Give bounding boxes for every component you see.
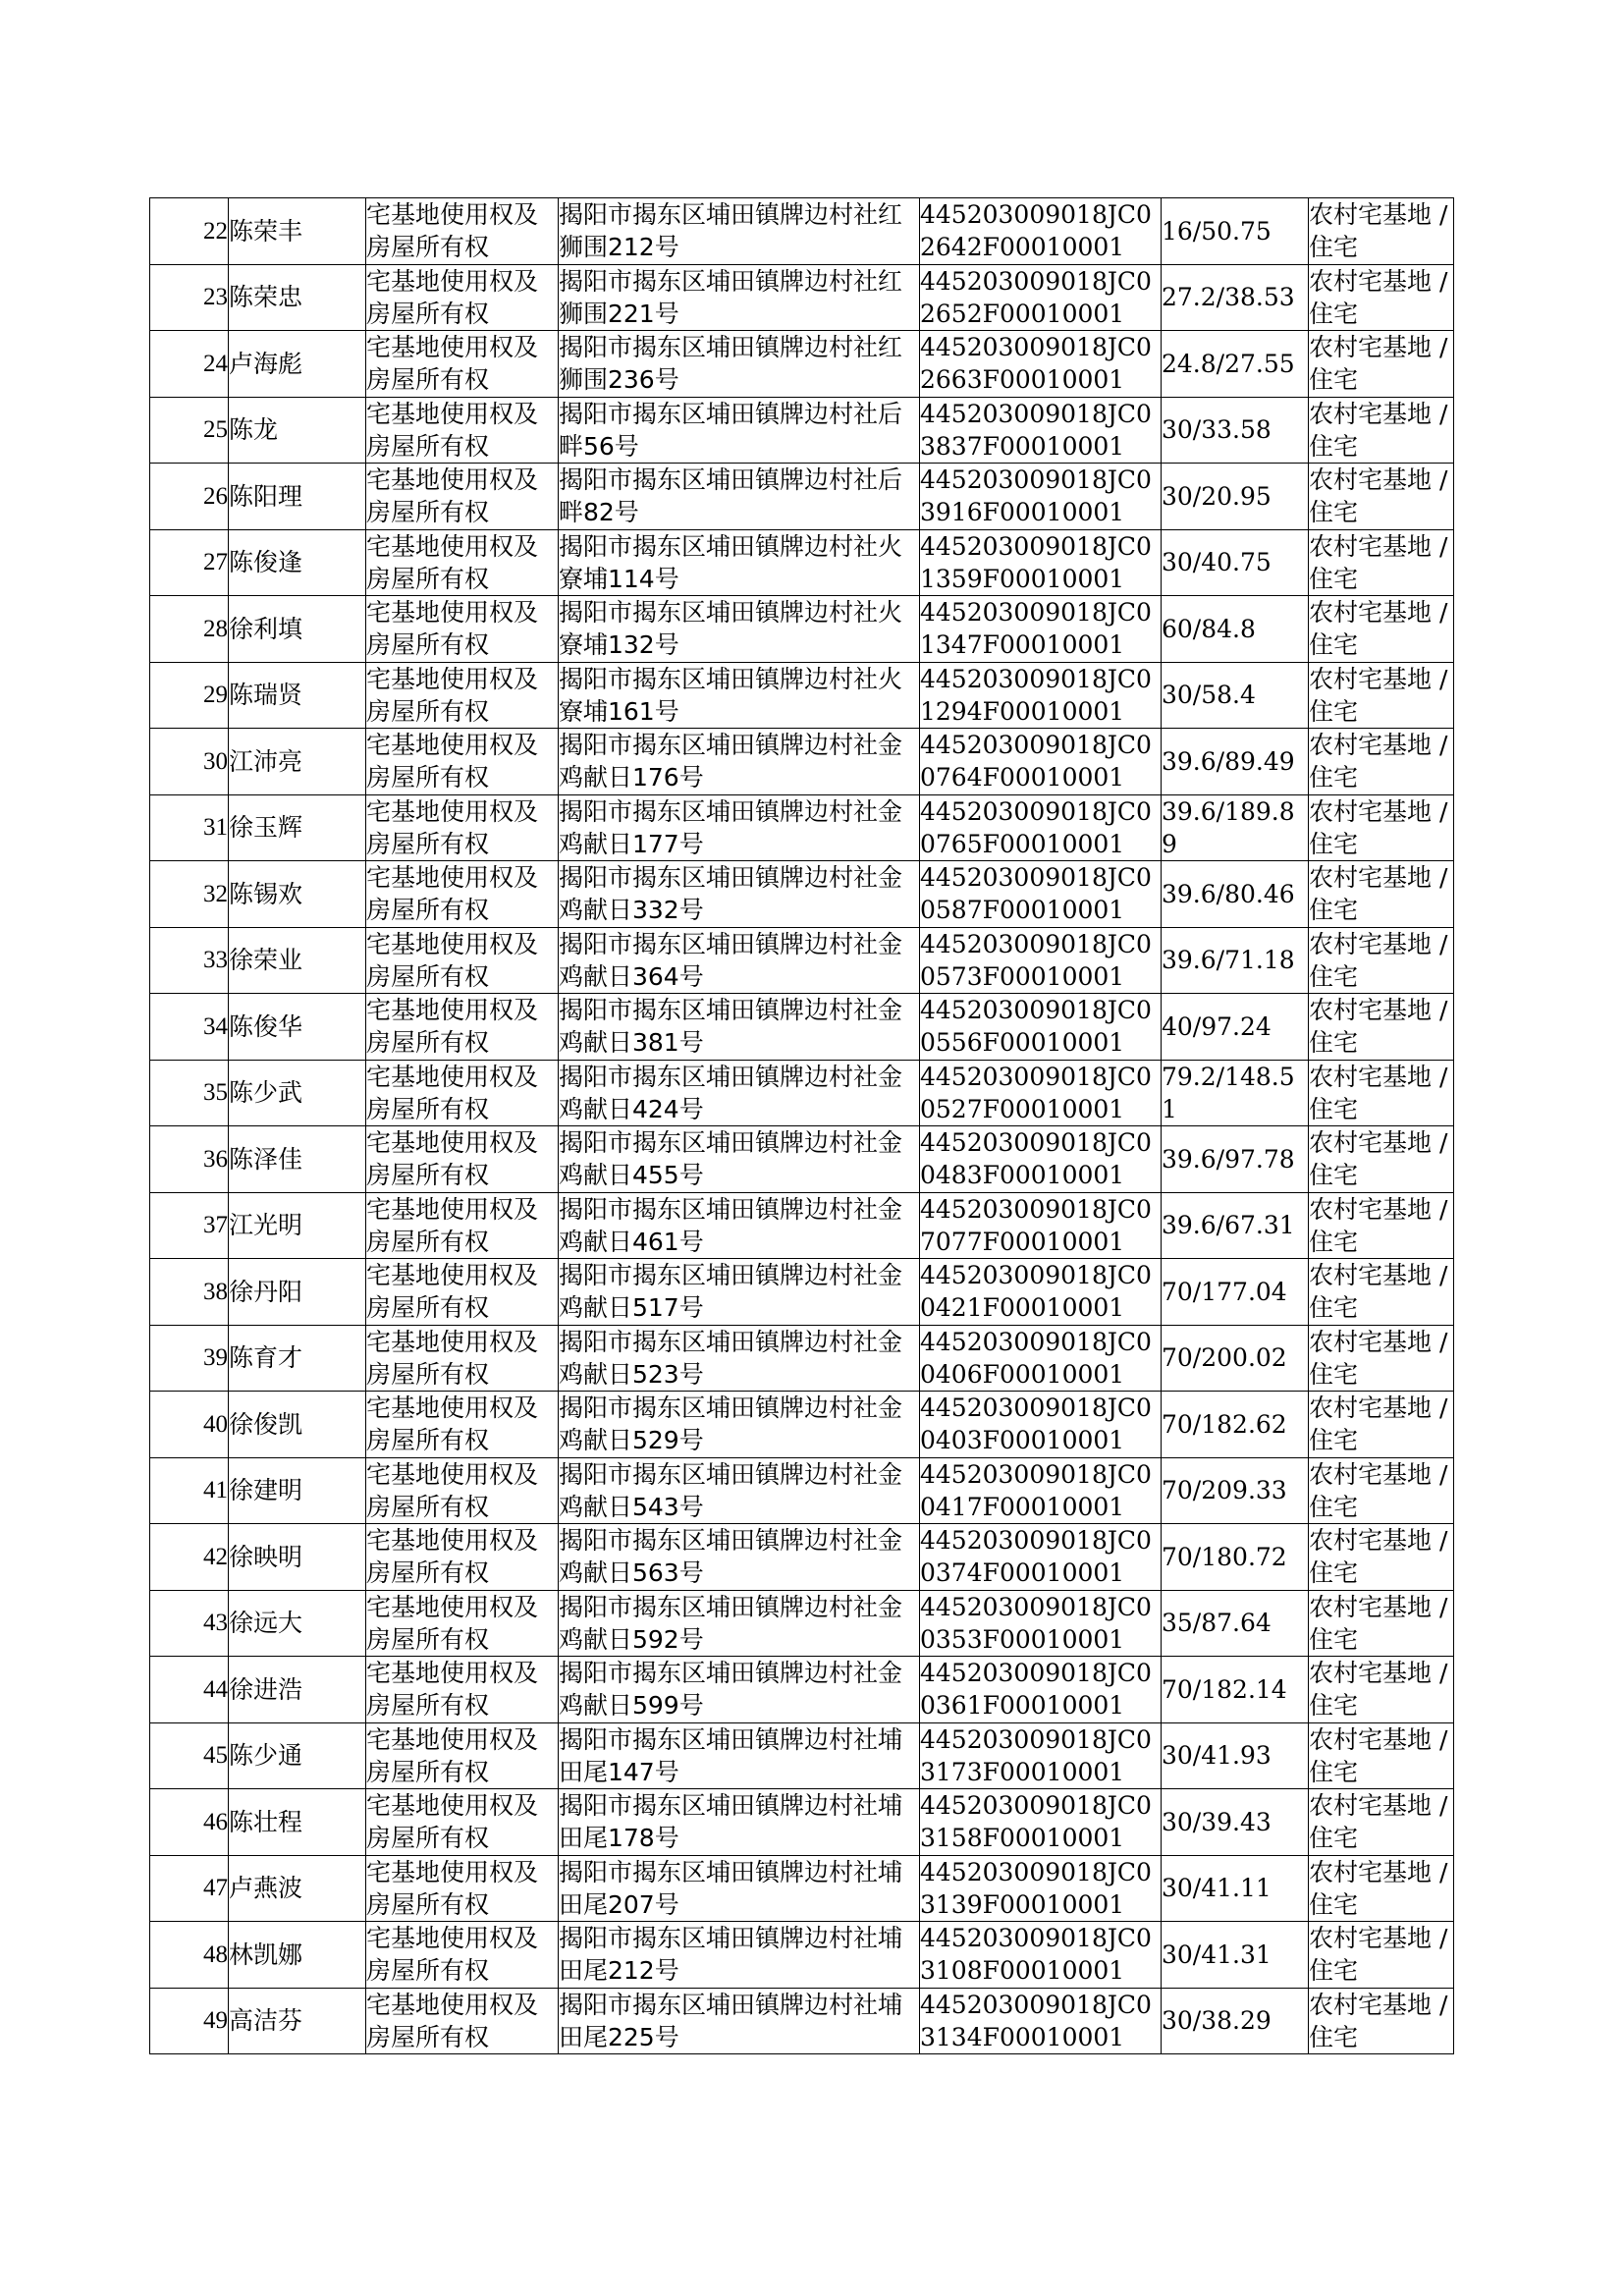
area-value: 24.8/27.55: [1162, 331, 1309, 398]
land-usage: 农村宅基地 / 住宅: [1309, 1590, 1454, 1657]
land-usage: 农村宅基地 / 住宅: [1309, 1259, 1454, 1326]
owner-name: 陈俊逢: [229, 529, 366, 596]
row-number: 27: [150, 529, 229, 596]
owner-name: 陈阳理: [229, 464, 366, 530]
area-value: 40/97.24: [1162, 994, 1309, 1061]
unit-code: 445203009018JC01294F00010001: [920, 662, 1162, 729]
area-value: 79.2/148.51: [1162, 1060, 1309, 1126]
property-address: 揭阳市揭东区埔田镇牌边村社金鸡献日523号: [559, 1325, 920, 1392]
table-row: [150, 596, 1454, 663]
area-value: 30/41.11: [1162, 1855, 1309, 1922]
unit-code: 445203009018JC00374F00010001: [920, 1524, 1162, 1591]
land-usage: 农村宅基地 / 住宅: [1309, 1524, 1454, 1591]
land-usage: 农村宅基地 / 住宅: [1309, 397, 1454, 464]
area-value: 30/41.31: [1162, 1922, 1309, 1989]
area-value: 39.6/67.31: [1162, 1192, 1309, 1259]
land-usage: 农村宅基地 / 住宅: [1309, 596, 1454, 663]
land-usage: 农村宅基地 / 住宅: [1309, 198, 1454, 265]
table-row: [150, 1524, 1454, 1591]
property-address: 揭阳市揭东区埔田镇牌边村社埔田尾212号: [559, 1922, 920, 1989]
property-address: 揭阳市揭东区埔田镇牌边村社金鸡献日517号: [559, 1259, 920, 1326]
property-address: 揭阳市揭东区埔田镇牌边村社红狮围236号: [559, 331, 920, 398]
table-row: [150, 464, 1454, 530]
table-row: [150, 1060, 1454, 1126]
owner-name: 陈荣丰: [229, 198, 366, 265]
area-value: 70/200.02: [1162, 1325, 1309, 1392]
row-number: 40: [150, 1392, 229, 1458]
unit-code: 445203009018JC00764F00010001: [920, 729, 1162, 795]
row-number: 41: [150, 1457, 229, 1524]
table-row: [150, 1259, 1454, 1326]
row-number: 33: [150, 927, 229, 994]
property-address: 揭阳市揭东区埔田镇牌边村社金鸡献日599号: [559, 1657, 920, 1723]
row-number: 31: [150, 794, 229, 861]
unit-code: 445203009018JC01359F00010001: [920, 529, 1162, 596]
area-value: 16/50.75: [1162, 198, 1309, 265]
table-body: [150, 198, 1454, 2054]
property-address: 揭阳市揭东区埔田镇牌边村社金鸡献日177号: [559, 794, 920, 861]
right-type: 宅基地使用权及房屋所有权: [366, 1192, 559, 1259]
unit-code: 445203009018JC02642F00010001: [920, 198, 1162, 265]
land-usage: 农村宅基地 / 住宅: [1309, 861, 1454, 928]
right-type: 宅基地使用权及房屋所有权: [366, 794, 559, 861]
row-number: 26: [150, 464, 229, 530]
property-address: 揭阳市揭东区埔田镇牌边村社后畔56号: [559, 397, 920, 464]
land-usage: 农村宅基地 / 住宅: [1309, 1855, 1454, 1922]
owner-name: 江光明: [229, 1192, 366, 1259]
unit-code: 445203009018JC00417F00010001: [920, 1457, 1162, 1524]
unit-code: 445203009018JC01347F00010001: [920, 596, 1162, 663]
table-row: [150, 1126, 1454, 1193]
area-value: 39.6/97.78: [1162, 1126, 1309, 1193]
right-type: 宅基地使用权及房屋所有权: [366, 529, 559, 596]
unit-code: 445203009018JC00353F00010001: [920, 1590, 1162, 1657]
table-row: [150, 794, 1454, 861]
unit-code: 445203009018JC03158F00010001: [920, 1789, 1162, 1856]
property-address: 揭阳市揭东区埔田镇牌边村社埔田尾178号: [559, 1789, 920, 1856]
right-type: 宅基地使用权及房屋所有权: [366, 1590, 559, 1657]
row-number: 49: [150, 1988, 229, 2054]
unit-code: 445203009018JC02663F00010001: [920, 331, 1162, 398]
right-type: 宅基地使用权及房屋所有权: [366, 331, 559, 398]
table-row: [150, 729, 1454, 795]
unit-code: 445203009018JC03134F00010001: [920, 1988, 1162, 2054]
unit-code: 445203009018JC02652F00010001: [920, 264, 1162, 331]
unit-code: 445203009018JC03139F00010001: [920, 1855, 1162, 1922]
owner-name: 徐玉辉: [229, 794, 366, 861]
right-type: 宅基地使用权及房屋所有权: [366, 994, 559, 1061]
owner-name: 徐映明: [229, 1524, 366, 1591]
area-value: 30/38.29: [1162, 1988, 1309, 2054]
owner-name: 高洁芬: [229, 1988, 366, 2054]
unit-code: 445203009018JC00587F00010001: [920, 861, 1162, 928]
right-type: 宅基地使用权及房屋所有权: [366, 198, 559, 265]
row-number: 34: [150, 994, 229, 1061]
unit-code: 445203009018JC00403F00010001: [920, 1392, 1162, 1458]
right-type: 宅基地使用权及房屋所有权: [366, 1325, 559, 1392]
property-address: 揭阳市揭东区埔田镇牌边村社火寮埔114号: [559, 529, 920, 596]
unit-code: 445203009018JC03108F00010001: [920, 1922, 1162, 1989]
land-usage: 农村宅基地 / 住宅: [1309, 1392, 1454, 1458]
table-row: [150, 1988, 1454, 2054]
land-usage: 农村宅基地 / 住宅: [1309, 1789, 1454, 1856]
area-value: 39.6/189.89: [1162, 794, 1309, 861]
table-row: [150, 1855, 1454, 1922]
row-number: 25: [150, 397, 229, 464]
right-type: 宅基地使用权及房屋所有权: [366, 596, 559, 663]
owner-name: 徐远大: [229, 1590, 366, 1657]
land-usage: 农村宅基地 / 住宅: [1309, 1060, 1454, 1126]
area-value: 30/20.95: [1162, 464, 1309, 530]
owner-name: 陈少武: [229, 1060, 366, 1126]
property-address: 揭阳市揭东区埔田镇牌边村社金鸡献日455号: [559, 1126, 920, 1193]
unit-code: 445203009018JC00421F00010001: [920, 1259, 1162, 1326]
unit-code: 445203009018JC00483F00010001: [920, 1126, 1162, 1193]
right-type: 宅基地使用权及房屋所有权: [366, 927, 559, 994]
right-type: 宅基地使用权及房屋所有权: [366, 1789, 559, 1856]
right-type: 宅基地使用权及房屋所有权: [366, 1060, 559, 1126]
land-usage: 农村宅基地 / 住宅: [1309, 994, 1454, 1061]
unit-code: 445203009018JC00573F00010001: [920, 927, 1162, 994]
row-number: 42: [150, 1524, 229, 1591]
table-row: [150, 1657, 1454, 1723]
table-row: [150, 861, 1454, 928]
property-address: 揭阳市揭东区埔田镇牌边村社埔田尾207号: [559, 1855, 920, 1922]
property-address: 揭阳市揭东区埔田镇牌边村社金鸡献日461号: [559, 1192, 920, 1259]
owner-name: 江沛亮: [229, 729, 366, 795]
unit-code: 445203009018JC00765F00010001: [920, 794, 1162, 861]
land-usage: 农村宅基地 / 住宅: [1309, 662, 1454, 729]
row-number: 30: [150, 729, 229, 795]
area-value: 30/58.4: [1162, 662, 1309, 729]
table-row: [150, 529, 1454, 596]
table-row: [150, 198, 1454, 265]
right-type: 宅基地使用权及房屋所有权: [366, 1722, 559, 1789]
owner-name: 陈瑞贤: [229, 662, 366, 729]
owner-name: 陈育才: [229, 1325, 366, 1392]
owner-name: 徐利填: [229, 596, 366, 663]
land-usage: 农村宅基地 / 住宅: [1309, 1657, 1454, 1723]
owner-name: 陈锡欢: [229, 861, 366, 928]
property-address: 揭阳市揭东区埔田镇牌边村社金鸡献日176号: [559, 729, 920, 795]
row-number: 38: [150, 1259, 229, 1326]
land-usage: 农村宅基地 / 住宅: [1309, 1922, 1454, 1989]
area-value: 39.6/71.18: [1162, 927, 1309, 994]
right-type: 宅基地使用权及房屋所有权: [366, 1922, 559, 1989]
table-row: [150, 264, 1454, 331]
property-address: 揭阳市揭东区埔田镇牌边村社后畔82号: [559, 464, 920, 530]
unit-code: 445203009018JC00361F00010001: [920, 1657, 1162, 1723]
table-row: [150, 994, 1454, 1061]
row-number: 48: [150, 1922, 229, 1989]
row-number: 37: [150, 1192, 229, 1259]
unit-code: 445203009018JC03916F00010001: [920, 464, 1162, 530]
area-value: 30/40.75: [1162, 529, 1309, 596]
row-number: 46: [150, 1789, 229, 1856]
property-address: 揭阳市揭东区埔田镇牌边村社金鸡献日332号: [559, 861, 920, 928]
unit-code: 445203009018JC07077F00010001: [920, 1192, 1162, 1259]
right-type: 宅基地使用权及房屋所有权: [366, 1457, 559, 1524]
property-address: 揭阳市揭东区埔田镇牌边村社火寮埔161号: [559, 662, 920, 729]
right-type: 宅基地使用权及房屋所有权: [366, 1126, 559, 1193]
land-usage: 农村宅基地 / 住宅: [1309, 1192, 1454, 1259]
right-type: 宅基地使用权及房屋所有权: [366, 464, 559, 530]
area-value: 60/84.8: [1162, 596, 1309, 663]
table-row: [150, 331, 1454, 398]
property-address: 揭阳市揭东区埔田镇牌边村社金鸡献日592号: [559, 1590, 920, 1657]
row-number: 44: [150, 1657, 229, 1723]
land-usage: 农村宅基地 / 住宅: [1309, 1722, 1454, 1789]
owner-name: 陈荣忠: [229, 264, 366, 331]
row-number: 39: [150, 1325, 229, 1392]
area-value: 30/41.93: [1162, 1722, 1309, 1789]
area-value: 30/33.58: [1162, 397, 1309, 464]
table-row: [150, 662, 1454, 729]
owner-name: 陈少通: [229, 1722, 366, 1789]
table-row: [150, 1590, 1454, 1657]
area-value: 35/87.64: [1162, 1590, 1309, 1657]
table-row: [150, 1392, 1454, 1458]
right-type: 宅基地使用权及房屋所有权: [366, 1855, 559, 1922]
table-row: [150, 397, 1454, 464]
owner-name: 徐进浩: [229, 1657, 366, 1723]
row-number: 35: [150, 1060, 229, 1126]
land-usage: 农村宅基地 / 住宅: [1309, 464, 1454, 530]
area-value: 70/177.04: [1162, 1259, 1309, 1326]
row-number: 22: [150, 198, 229, 265]
table-row: [150, 927, 1454, 994]
area-value: 30/39.43: [1162, 1789, 1309, 1856]
area-value: 39.6/89.49: [1162, 729, 1309, 795]
table-row: [150, 1789, 1454, 1856]
table-row: [150, 1192, 1454, 1259]
property-address: 揭阳市揭东区埔田镇牌边村社金鸡献日563号: [559, 1524, 920, 1591]
right-type: 宅基地使用权及房屋所有权: [366, 397, 559, 464]
land-usage: 农村宅基地 / 住宅: [1309, 1325, 1454, 1392]
row-number: 36: [150, 1126, 229, 1193]
table-row: [150, 1722, 1454, 1789]
right-type: 宅基地使用权及房屋所有权: [366, 1392, 559, 1458]
property-address: 揭阳市揭东区埔田镇牌边村社埔田尾147号: [559, 1722, 920, 1789]
unit-code: 445203009018JC03173F00010001: [920, 1722, 1162, 1789]
row-number: 29: [150, 662, 229, 729]
property-address: 揭阳市揭东区埔田镇牌边村社金鸡献日543号: [559, 1457, 920, 1524]
right-type: 宅基地使用权及房屋所有权: [366, 1524, 559, 1591]
area-value: 70/182.62: [1162, 1392, 1309, 1458]
property-address: 揭阳市揭东区埔田镇牌边村社金鸡献日381号: [559, 994, 920, 1061]
land-usage: 农村宅基地 / 住宅: [1309, 794, 1454, 861]
right-type: 宅基地使用权及房屋所有权: [366, 1259, 559, 1326]
owner-name: 卢海彪: [229, 331, 366, 398]
property-address: 揭阳市揭东区埔田镇牌边村社金鸡献日424号: [559, 1060, 920, 1126]
right-type: 宅基地使用权及房屋所有权: [366, 1988, 559, 2054]
land-usage: 农村宅基地 / 住宅: [1309, 927, 1454, 994]
owner-name: 陈壮程: [229, 1789, 366, 1856]
property-address: 揭阳市揭东区埔田镇牌边村社红狮围221号: [559, 264, 920, 331]
owner-name: 徐建明: [229, 1457, 366, 1524]
row-number: 24: [150, 331, 229, 398]
land-usage: 农村宅基地 / 住宅: [1309, 331, 1454, 398]
area-value: 70/209.33: [1162, 1457, 1309, 1524]
owner-name: 陈泽佳: [229, 1126, 366, 1193]
register-table: [149, 197, 1454, 2054]
right-type: 宅基地使用权及房屋所有权: [366, 1657, 559, 1723]
unit-code: 445203009018JC00556F00010001: [920, 994, 1162, 1061]
area-value: 70/182.14: [1162, 1657, 1309, 1723]
land-usage: 农村宅基地 / 住宅: [1309, 529, 1454, 596]
property-address: 揭阳市揭东区埔田镇牌边村社红狮围212号: [559, 198, 920, 265]
owner-name: 徐俊凯: [229, 1392, 366, 1458]
row-number: 47: [150, 1855, 229, 1922]
row-number: 45: [150, 1722, 229, 1789]
right-type: 宅基地使用权及房屋所有权: [366, 861, 559, 928]
owner-name: 徐丹阳: [229, 1259, 366, 1326]
area-value: 70/180.72: [1162, 1524, 1309, 1591]
property-address: 揭阳市揭东区埔田镇牌边村社金鸡献日529号: [559, 1392, 920, 1458]
owner-name: 卢燕波: [229, 1855, 366, 1922]
unit-code: 445203009018JC00406F00010001: [920, 1325, 1162, 1392]
land-usage: 农村宅基地 / 住宅: [1309, 1126, 1454, 1193]
row-number: 28: [150, 596, 229, 663]
area-value: 39.6/80.46: [1162, 861, 1309, 928]
land-usage: 农村宅基地 / 住宅: [1309, 1457, 1454, 1524]
property-address: 揭阳市揭东区埔田镇牌边村社火寮埔132号: [559, 596, 920, 663]
area-value: 27.2/38.53: [1162, 264, 1309, 331]
land-usage: 农村宅基地 / 住宅: [1309, 1988, 1454, 2054]
unit-code: 445203009018JC00527F00010001: [920, 1060, 1162, 1126]
property-address: 揭阳市揭东区埔田镇牌边村社金鸡献日364号: [559, 927, 920, 994]
row-number: 43: [150, 1590, 229, 1657]
unit-code: 445203009018JC03837F00010001: [920, 397, 1162, 464]
table-row: [150, 1325, 1454, 1392]
owner-name: 徐荣业: [229, 927, 366, 994]
row-number: 32: [150, 861, 229, 928]
right-type: 宅基地使用权及房屋所有权: [366, 729, 559, 795]
table-row: [150, 1922, 1454, 1989]
land-usage: 农村宅基地 / 住宅: [1309, 264, 1454, 331]
property-address: 揭阳市揭东区埔田镇牌边村社埔田尾225号: [559, 1988, 920, 2054]
land-usage: 农村宅基地 / 住宅: [1309, 729, 1454, 795]
owner-name: 林凯娜: [229, 1922, 366, 1989]
table-row: [150, 1457, 1454, 1524]
right-type: 宅基地使用权及房屋所有权: [366, 662, 559, 729]
right-type: 宅基地使用权及房屋所有权: [366, 264, 559, 331]
row-number: 23: [150, 264, 229, 331]
owner-name: 陈龙: [229, 397, 366, 464]
owner-name: 陈俊华: [229, 994, 366, 1061]
